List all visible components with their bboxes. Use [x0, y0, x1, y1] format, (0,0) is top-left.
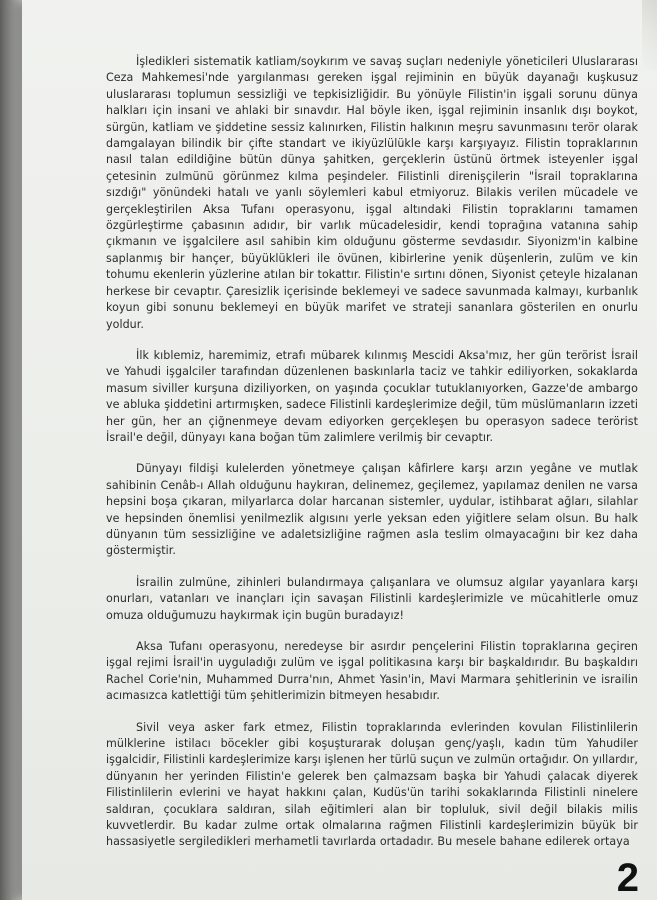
- paragraph-2: İlk kıblemiz, haremimiz, etrafı mübarek kılınmış Mescidi Aksa'mız, her gün terörist İsrail ve Yahudi işgalciler tarafından düzenlenen baskınlarla taciz ve tahkir ediliyorken, sokaklarda masum siviller kurşuna diziliyorken, on yaşında çocuklar tutuklanıyorken, Gazze'de ambargo ve abluka şiddetini artırmışken, sadece Filistinli kardeşlerimize değil, tüm müslümanların izzeti her gün, her an çiğnenmeye devam ediyorken gerçekleşen bu operasyon sadece terörist İsrail'e değil, dünyayı kana boğan tüm zalimlere verilmiş bir cevaptır.: [106, 348, 638, 444]
- paper-fold-corner: [642, 0, 657, 70]
- paragraph-1: İşledikleri sistematik katliam/soykırım ve savaş suçları nedeniyle yöneticileri Uluslararası Ceza Mahkemesi'nde yargılanması gereken işgal rejiminin en büyük dayanağı kuşkusuz uluslararası toplumun sessizliği ve tepkisizliğidir. Bu yönüyle Filistin'in işgali sorunu dünya halkları için insani ve ahlaki bir sınavdır. Hal böyle iken, işgal rejiminin insanlık dışı boykot, sürgün, katliam ve şiddetine sessiz kalınırken, Filistin halkının meşru savunmasını terör olarak damgalayan bilindik bir çifte standart ve ikiyüzlülükle karşı karşıyayız. Filistin topraklarının nasıl talan edildiğine bütün dünya şahitken, gerçeklerin üstünü örtmek isteyenler işgal çetesinin zulmünü görünmez kılma peşindeler. Filistinli direnişçilerin "İsrail topraklarına sızdığı" yönündeki hatalı ve yanlı söylemleri kabul etmiyoruz. Bilakis verilen mücadele ve gerçekleştirilen Aksa Tufanı operasyonu, işgal altındaki Filistin topraklarını tamamen özgürleştirme çabasının adıdır, bir varlık mücadelesidir, kendi toprağına vatanına sahip çıkmanın ve işgalcilere asıl sahibin kim olduğunu gösterme sevdasıdır. Siyonizm'in kalbine saplanmış bir hançer, büyüklükleri ile övünen, kibirlerine yenik düşenlerin, zulüm ve kin tohumu ekenlerin yüzlerine atılan bir tokattır. Filistin'e sırtını dönen, Siyonist çeteyle hizalanan herkese bir cevaptır. Çaresizlik içerisinde beklemeyi ve sadece savunmada kalmayı, kurbanlık koyun gibi sonunu beklemeyi en büyük marifet ve strateji sananlara gösterilen en onurlu yoldur.: [106, 55, 638, 331]
- paragraph-3: Dünyayı fildişi kulelerden yönetmeye çalışan kâfirlere karşı arzın yegâne ve mutlak sahibinin Cenâb-ı Allah olduğunu haykıran, delinemez, geçilemez, yapılamaz denilen ne varsa hepsini boşa çıkaran, milyarlarca dolar harcanan sistemler, uydular, istihbarat ağları, silahlar ve hepsinden önemlisi yenilmezlik algısını yerle yeksan eden yiğitlere selam olsun. Bu halk dünyanın tüm sessizliğine ve adaletsizliğine rağmen asla teslim olmayacağını bir kez daha göstermiştir.: [106, 462, 638, 558]
- paragraph-6: Sivil veya asker fark etmez, Filistin topraklarında evlerinden kovulan Filistinlilerin mülklerine istilacı böcekler gibi koşuşturarak doluşan genç/yaşlı, kadın tüm Yahudiler işgalcidir, Filistinli kardeşlerimize karşı işlenen her türlü suçun ve zulmün ortağıdır. On yıllardır, dünyanın her yerinden Filistin'e gelerek ben çalmazsam başka bir Yahudi çalacak diyerek Filistinlilerin evlerini ve hayat hakkını çalan, Kudüs'ün tarihi sokaklarında Filistinli ninelere saldıran, çocuklara saldıran, silah eğitimleri alan bir topluluk, sivil değil bilakis milis kuvvetlerdir. Bu kadar zulme ortak olmalarına rağmen Filistinli kardeşlerimizin büyük bir hassasiyetle sergiledikleri merhametli tavırlarda ortadadır. Bu mesele bahane edilerek ortaya: [106, 720, 638, 849]
- paragraph-4: İsrailin zulmüne, zihinleri bulandırmaya çalışanlara ve olumsuz algılar yayanlara karşı onurları, vatanları ve inançları için savaşan Filistinli kardeşlerimizle ve mücahitlerle omuz omuza olduğumuzu haykırmak için bugün buradayız!: [106, 575, 638, 622]
- document-body: [106, 54, 638, 866]
- page-number: 2: [616, 856, 639, 900]
- paragraph-5: Aksa Tufanı operasyonu, neredeyse bir asırdır pençelerini Filistin topraklarına geçiren işgal rejimi İsrail'in uyguladığı zulüm ve işgal politikasına karşı bir başkaldırıdır. Bu başkaldırı Rachel Corie'nin, Muhammed Durra'nın, Ahmet Yasin'in, Mavi Marmara şehitlerinin ve israilin acımasızca katlettiği tüm şehitlerimizin bitmeyen hesabıdır.: [106, 640, 638, 703]
